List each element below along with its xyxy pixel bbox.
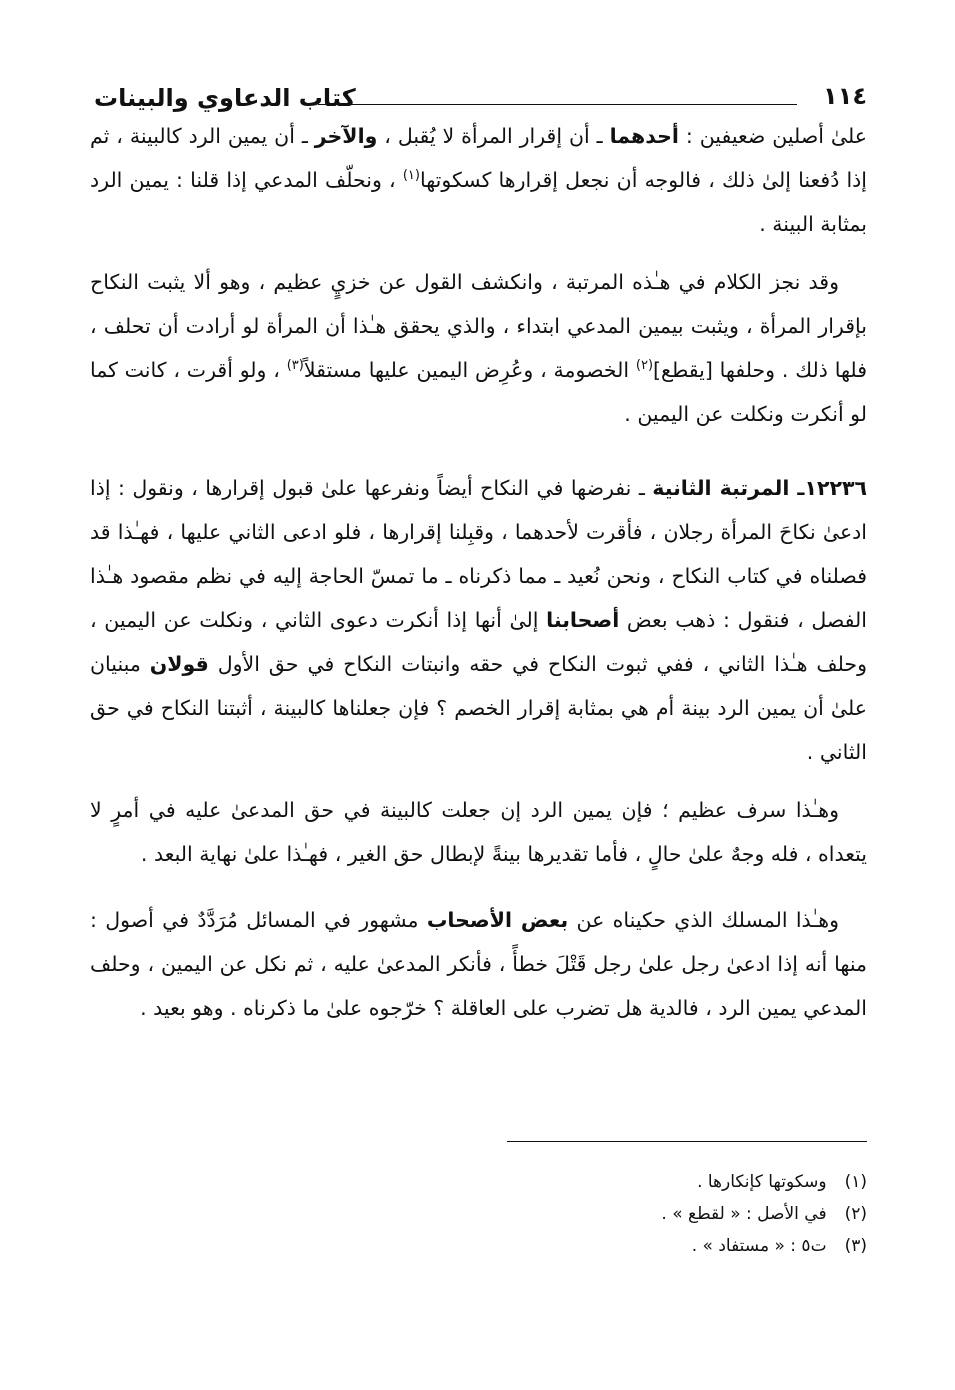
footnote-ref-2[interactable]: (٢) [635, 358, 654, 374]
footnote-number: (٣) [844, 1236, 867, 1256]
footnote-text: في الأصل : « لقطع » . [661, 1204, 827, 1224]
paragraph-3 [90, 466, 867, 774]
bold-term: أحدهما [609, 124, 679, 148]
header-rule [318, 104, 797, 105]
bold-term: بعض الأصحاب [426, 908, 569, 932]
footnote-ref-1[interactable]: (١) [402, 168, 420, 184]
paragraph-4 [90, 788, 867, 876]
footnote-number: (٢) [844, 1204, 867, 1224]
running-title: كتاب الدعاوي والبينات [94, 84, 356, 112]
footnote-text: ت٥ : « مستفاد » . [691, 1236, 827, 1256]
text-run: إلىٰ أنها إذا أنكرت دعوى الثاني ، ونكلت عن اليمين ، وحلف هـٰذا الثاني ، ففي ثبوت النكاح في حقه وانبتات النكاح في حق الأول [90, 608, 867, 676]
paragraph-1 [90, 114, 867, 246]
footnote-ref-3[interactable]: (٣) [286, 358, 304, 374]
text-run: ، ونحلّف المدعي إذا قلنا : يمين الرد بمثابة البينة . [90, 168, 867, 236]
text-run: وهـٰذا سرف عظيم ؛ فإن يمين الرد إن جعلت كالبينة في حق المدعىٰ عليه في أمرٍ لا يتعداه ، فله وجهٌ علىٰ حالٍ ، فأما تقديرها بينةً لإبطال حق الغير ، فهـٰذا علىٰ نهاية البعد . [90, 798, 867, 866]
bold-term: أصحابنا [546, 608, 620, 632]
text-run: مبنيان علىٰ أن يمين الرد بينة أم هي بمثابة إقرار الخصم ؟ فإن جعلناها كالبينة ، أثبتنا النكاح في حق الثاني . [90, 652, 867, 764]
footnote-3 [661, 1230, 867, 1262]
text-run: ـ أن إقرار المرأة لا يُقبل ، [377, 124, 610, 148]
page-header [90, 70, 867, 114]
paragraph-5 [90, 898, 867, 1030]
bold-term: قولان [149, 652, 209, 676]
main-text [90, 114, 867, 1030]
paragraph-2 [90, 260, 867, 436]
footnote-text: وسكوتها كإنكارها . [697, 1172, 827, 1192]
text-run: وقد نجز الكلام في هـٰذه المرتبة ، وانكشف القول عن خزيٍ عظيم ، وهو ألا يثبت النكاح بإقرار المرأة ، ويثبت بيمين المدعي ابتداء ، والذي يحقق هـٰذا أن المرأة لو أرادت أن تحلف ، فلها ذلك . وحلفها [يقطع] [90, 270, 867, 382]
footnote-divider [507, 1141, 867, 1142]
book-page [90, 70, 867, 1350]
text-run: ـ أن يمين الرد كالبينة ، ثم إذا دُفعنا إلىٰ ذلك ، فالوجه أن نجعل إقرارها كسكوتها [90, 124, 868, 192]
text-run: ـ نفرضها في النكاح أيضاً ونفرعها علىٰ قبول إقرارها ، ونقول : إذا ادعىٰ نكاحَ المرأة رجلان ، فأقرت لأحدهما ، وقبِلنا إقرارها ، فلو ادعى الثاني عليها ، فهـٰذا قد فصلناه في كتاب النكاح ، ونحن نُعيد ـ مما ذكرناه ـ ما تمسّ الحاجة إليه في نظم مقصود هـٰذا الفصل ، فنقول : ذهب بعض [90, 476, 867, 632]
footnotes [661, 1166, 867, 1262]
text-run: ، ولو أقرت ، كانت كما لو أنكرت ونكلت عن اليمين . [90, 358, 867, 426]
footnote-2 [661, 1198, 867, 1230]
footnote-1 [661, 1166, 867, 1198]
text-run: الخصومة ، وعُرِض اليمين عليها مستقلاً [303, 358, 636, 382]
text-run: مشهور في المسائل مُرَدَّدٌ في أصول : منها أنه إذا ادعىٰ رجل علىٰ رجل قَتْلَ خطأً ، فأنكر المدعىٰ عليه ، ثم نكل عن اليمين ، وحلف المدعي يمين الرد ، فالدية هل تضرب على العاقلة ؟ خرّجوه علىٰ ما ذكرناه . وهو بعيد . [90, 908, 867, 1020]
text-run: علىٰ أصلين ضعيفين : [678, 124, 867, 148]
text-run: وهـٰذا المسلك الذي حكيناه عن [568, 908, 840, 932]
section-heading: ١٢٢٣٦ـ المرتبة الثانية [652, 476, 867, 500]
page-number: ١١٤ [823, 82, 867, 110]
bold-term: والآخر [314, 124, 378, 148]
footnote-number: (١) [844, 1172, 867, 1192]
